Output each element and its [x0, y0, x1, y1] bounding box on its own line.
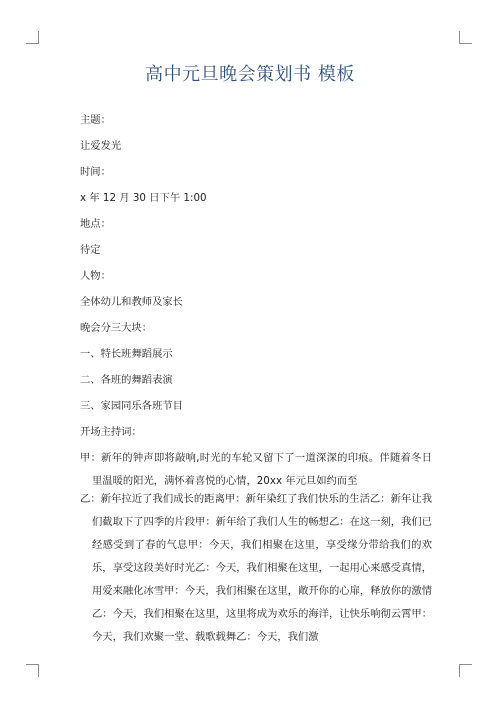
program-item-3: 三、家园同乐各班节目 — [80, 400, 183, 412]
theme-value: 让爱发光 — [80, 140, 122, 152]
crop-mark-top-right — [459, 31, 472, 44]
time-label: 时间： — [80, 166, 111, 178]
host-paragraph-2: 乙：新年拉近了我们成长的距离甲：新年染红了我们快乐的生活乙：新年让我们截取下了四季的片段甲：新年给了我们人生的畅想乙：在这一刻，我们已经感受到了春的气息甲：今天，我们相聚在这里，享受缘分带给我们的欢乐，享受这段美好时光乙：今天，我们相聚在这里，一起用心来感受真情，用爱来融化冰雪甲：今天，我们相聚在这里，敞开你的心扉，释放你的激情乙：今天，我们相聚在这里，这里将成为欢乐的海洋，让快乐响彻云霄甲：今天，我们欢聚一堂、载歌载舞乙：今天，我们激 — [80, 493, 432, 643]
time-value: x 年 12 月 30 日下午 1:00 — [80, 192, 207, 204]
crop-mark-bottom-left — [26, 664, 39, 677]
document-title: 高中元旦晚会策划书 模板 — [145, 64, 355, 85]
people-value: 全体幼儿和教师及家长 — [80, 296, 183, 308]
program-item-2: 二、各班的舞蹈表演 — [80, 374, 173, 386]
crop-mark-top-left — [26, 31, 39, 44]
document-body — [80, 114, 432, 649]
theme-label: 主题： — [80, 114, 111, 126]
crop-mark-bottom-right — [459, 664, 472, 677]
location-label: 地点： — [80, 218, 111, 230]
host-paragraph-1: 甲：新年的钟声即将敲响,时光的车轮又留下了一道深深的印痕。伴随着冬日里温暖的阳光，满怀着喜悦的心情，20xx 年元旦如约而至 — [80, 452, 432, 487]
program-heading: 晚会分三大块： — [80, 322, 153, 334]
program-item-1: 一、特长班舞蹈展示 — [80, 348, 173, 360]
host-script-heading: 开场主持词： — [80, 426, 142, 438]
location-value: 待定 — [80, 244, 101, 256]
people-label: 人物： — [80, 270, 111, 282]
